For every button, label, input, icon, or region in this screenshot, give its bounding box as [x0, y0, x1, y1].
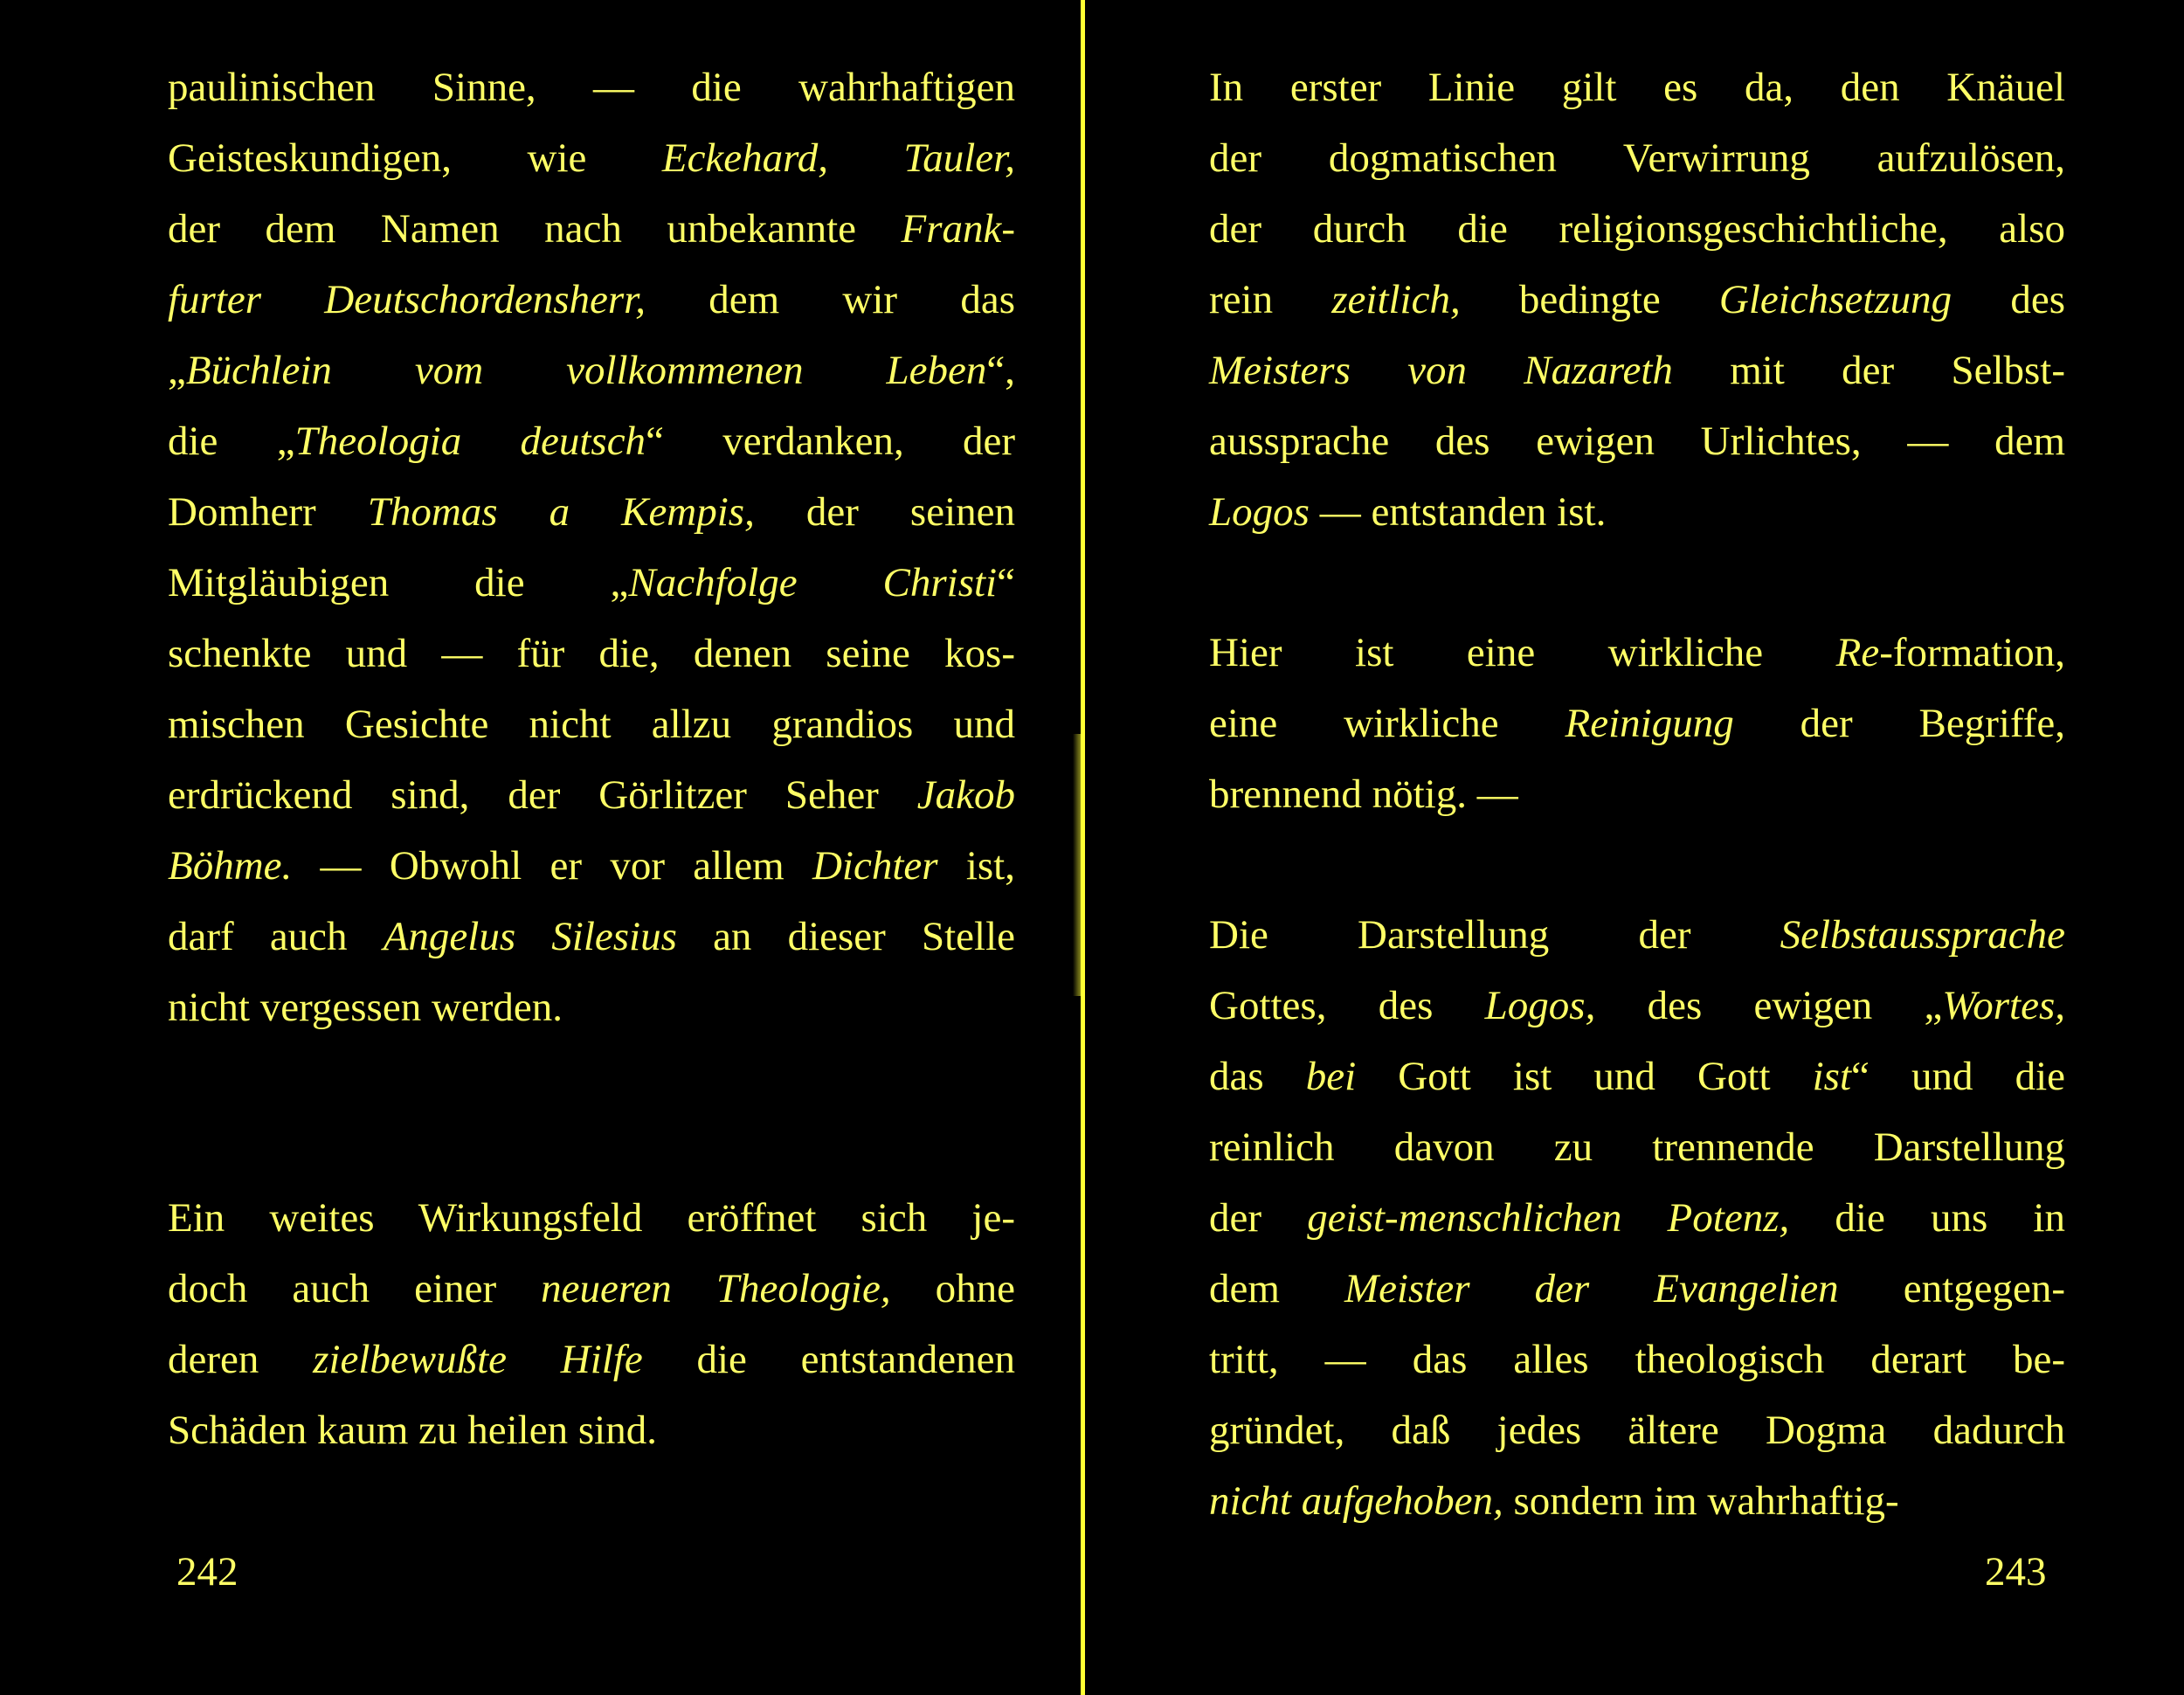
text-line — [168, 336, 1015, 406]
text-run: ist, — [937, 843, 1015, 889]
text-run: die entstandenen — [642, 1337, 1016, 1382]
text-run: brennend nötig. — — [1209, 771, 1518, 817]
italic-run: Re- — [1835, 630, 1893, 675]
text-run: des — [1952, 277, 2065, 322]
text-run: dem wir das — [646, 277, 1015, 322]
text-run: mischen Gesichte nicht allzu grandios und — [168, 702, 1015, 747]
text-run: Gott ist und Gott — [1356, 1054, 1813, 1099]
text-run: die „ — [168, 419, 295, 464]
text-line — [1209, 194, 2065, 265]
text-run: Domherr — [168, 489, 368, 535]
text-run: schenkte und — für die, denen seine kos- — [168, 631, 1015, 676]
text-line — [1209, 1325, 2065, 1395]
text-run: der durch die religionsgeschichtliche, also — [1209, 206, 2065, 252]
text-run: “ und die — [1851, 1054, 2065, 1099]
italic-run: neueren Theologie, — [541, 1266, 891, 1311]
italic-run: Theologia deutsch — [294, 419, 646, 464]
text-run: Geisteskundigen, wie — [168, 135, 662, 181]
italic-run: Wortes, — [1942, 983, 2065, 1028]
page-gutter-shadow — [1073, 734, 1082, 996]
text-line — [168, 548, 1015, 619]
text-line — [1209, 1466, 2065, 1537]
text-line — [1209, 406, 2065, 477]
text-run: erdrückend sind, der Görlitzer Seher — [168, 772, 917, 818]
left-paragraph-1 — [168, 52, 1015, 1043]
text-line — [1209, 900, 2065, 971]
text-run: der Begriffe, — [1733, 701, 2065, 746]
left-paragraph-2 — [168, 1183, 1015, 1466]
text-run: “ verdanken, der — [646, 419, 1016, 464]
text-line — [1209, 336, 2065, 406]
text-line — [168, 831, 1015, 902]
text-line — [168, 1395, 1015, 1466]
text-run: tritt, — das alles theologisch derart be- — [1209, 1337, 2065, 1382]
text-line — [1209, 971, 2065, 1041]
text-run: an dieser Stelle — [676, 914, 1015, 959]
left-page — [168, 52, 1015, 1466]
text-line — [1209, 1041, 2065, 1112]
text-run: der dogmatischen Verwirrung aufzulösen, — [1209, 135, 2065, 181]
text-run: Ein weites Wirkungsfeld eröffnet sich je- — [168, 1195, 1015, 1241]
italic-run: nicht aufgehoben, — [1209, 1478, 1503, 1524]
paragraph-gap — [1209, 548, 2065, 618]
italic-run: Logos — [1209, 489, 1310, 535]
italic-run: Gleichsetzung — [1718, 277, 1952, 322]
text-run: darf auch — [168, 914, 384, 959]
text-line — [168, 265, 1015, 336]
italic-run: Nachfolge Christi — [628, 560, 998, 605]
italic-run: Jakob — [916, 772, 1015, 818]
italic-run: Meisters von Nazareth — [1209, 348, 1673, 393]
italic-run: geist-menschlichen Potenz, — [1307, 1195, 1790, 1241]
text-line — [1209, 52, 2065, 123]
text-line — [1209, 1395, 2065, 1466]
text-run: bedingte — [1460, 277, 1719, 322]
text-line — [168, 406, 1015, 477]
italic-run: Dichter — [812, 843, 938, 889]
text-line — [168, 477, 1015, 548]
italic-run: Thomas a Kempis, — [367, 489, 755, 535]
text-run: des ewigen „ — [1595, 983, 1943, 1028]
text-line — [168, 760, 1015, 831]
italic-run: Logos, — [1484, 983, 1596, 1028]
text-line — [1209, 618, 2065, 688]
italic-run: Angelus Silesius — [383, 914, 677, 959]
text-line — [1209, 1112, 2065, 1183]
text-run: gründet, daß jedes ältere Dogma dadurch — [1209, 1408, 2065, 1453]
text-run: der seinen — [754, 489, 1015, 535]
italic-run: Selbstaussprache — [1780, 912, 2065, 958]
text-run: Schäden kaum zu heilen sind. — [168, 1408, 657, 1453]
text-run: rein — [1209, 277, 1332, 322]
text-line — [1209, 265, 2065, 336]
text-run: nicht vergessen werden. — [168, 985, 563, 1030]
paragraph-gap — [1209, 830, 2065, 900]
text-run: mit der Selbst- — [1672, 348, 2066, 393]
text-run: paulinischen Sinne, — die wahrhaftigen — [168, 65, 1015, 110]
italic-run: zielbewußte Hilfe — [313, 1337, 643, 1382]
text-run: formation, — [1892, 630, 2065, 675]
text-line — [168, 194, 1015, 265]
text-run: ohne — [890, 1266, 1015, 1311]
italic-run: bei — [1305, 1054, 1357, 1099]
text-run: der dem Namen nach unbekannte — [168, 206, 902, 252]
italic-run: Böhme. — [168, 843, 293, 889]
text-run: doch auch einer — [168, 1266, 542, 1311]
text-run: sondern im wahrhaftig- — [1503, 1478, 1899, 1524]
text-line — [1209, 688, 2065, 759]
text-run: eine wirkliche — [1209, 701, 1565, 746]
italic-run: Frank- — [901, 206, 1015, 252]
text-line — [168, 619, 1015, 689]
text-run: aussprache des ewigen Urlichtes, — dem — [1209, 419, 2065, 464]
text-run: — Obwohl er vor allem — [292, 843, 812, 889]
text-run: deren — [168, 1337, 314, 1382]
text-run: die uns in — [1789, 1195, 2065, 1241]
italic-run: ist — [1812, 1054, 1852, 1099]
text-line — [168, 1183, 1015, 1254]
right-page — [1209, 52, 2065, 1537]
text-run: Hier ist eine wirkliche — [1209, 630, 1836, 675]
text-run: reinlich davon zu trennende Darstellung — [1209, 1124, 2065, 1170]
text-run: Gottes, des — [1209, 983, 1485, 1028]
italic-run: Büchlein vom vollkommenen Leben — [185, 348, 987, 393]
italic-run: Eckehard, Tauler, — [661, 135, 1016, 181]
text-run: In erster Linie gilt es da, den Knäuel — [1209, 65, 2065, 110]
text-line — [1209, 477, 2065, 548]
right-paragraph-1 — [1209, 52, 2065, 548]
text-line — [168, 1325, 1015, 1395]
text-run: — entstanden ist. — [1309, 489, 1607, 535]
right-paragraph-3 — [1209, 900, 2065, 1537]
italic-run: Reinigung — [1565, 701, 1734, 746]
text-run: “ — [997, 560, 1015, 605]
italic-run: Meister der Evangelien — [1344, 1266, 1839, 1311]
text-line — [168, 689, 1015, 760]
text-line — [1209, 1183, 2065, 1254]
text-run: entgegen- — [1838, 1266, 2065, 1311]
page-number-right: 243 — [1985, 1549, 2047, 1595]
text-run: “, — [986, 348, 1015, 393]
text-line — [1209, 759, 2065, 830]
text-run: Mitgläubigen die „ — [168, 560, 629, 605]
page-number-left: 242 — [176, 1549, 238, 1595]
text-line — [168, 123, 1015, 194]
text-line — [168, 52, 1015, 123]
right-paragraph-2 — [1209, 618, 2065, 830]
italic-run: zeitlich, — [1331, 277, 1461, 322]
text-run: das — [1209, 1054, 1306, 1099]
text-line — [1209, 1254, 2065, 1325]
text-run: der — [1209, 1195, 1308, 1241]
italic-run: furter Deutschordensherr, — [168, 277, 646, 322]
text-run: Die Darstellung der — [1209, 912, 1780, 958]
paragraph-gap — [168, 1043, 1015, 1183]
text-line — [1209, 123, 2065, 194]
text-run: „ — [168, 348, 186, 393]
text-line — [168, 972, 1015, 1043]
text-line — [168, 902, 1015, 972]
text-run: dem — [1209, 1266, 1344, 1311]
text-line — [168, 1254, 1015, 1325]
